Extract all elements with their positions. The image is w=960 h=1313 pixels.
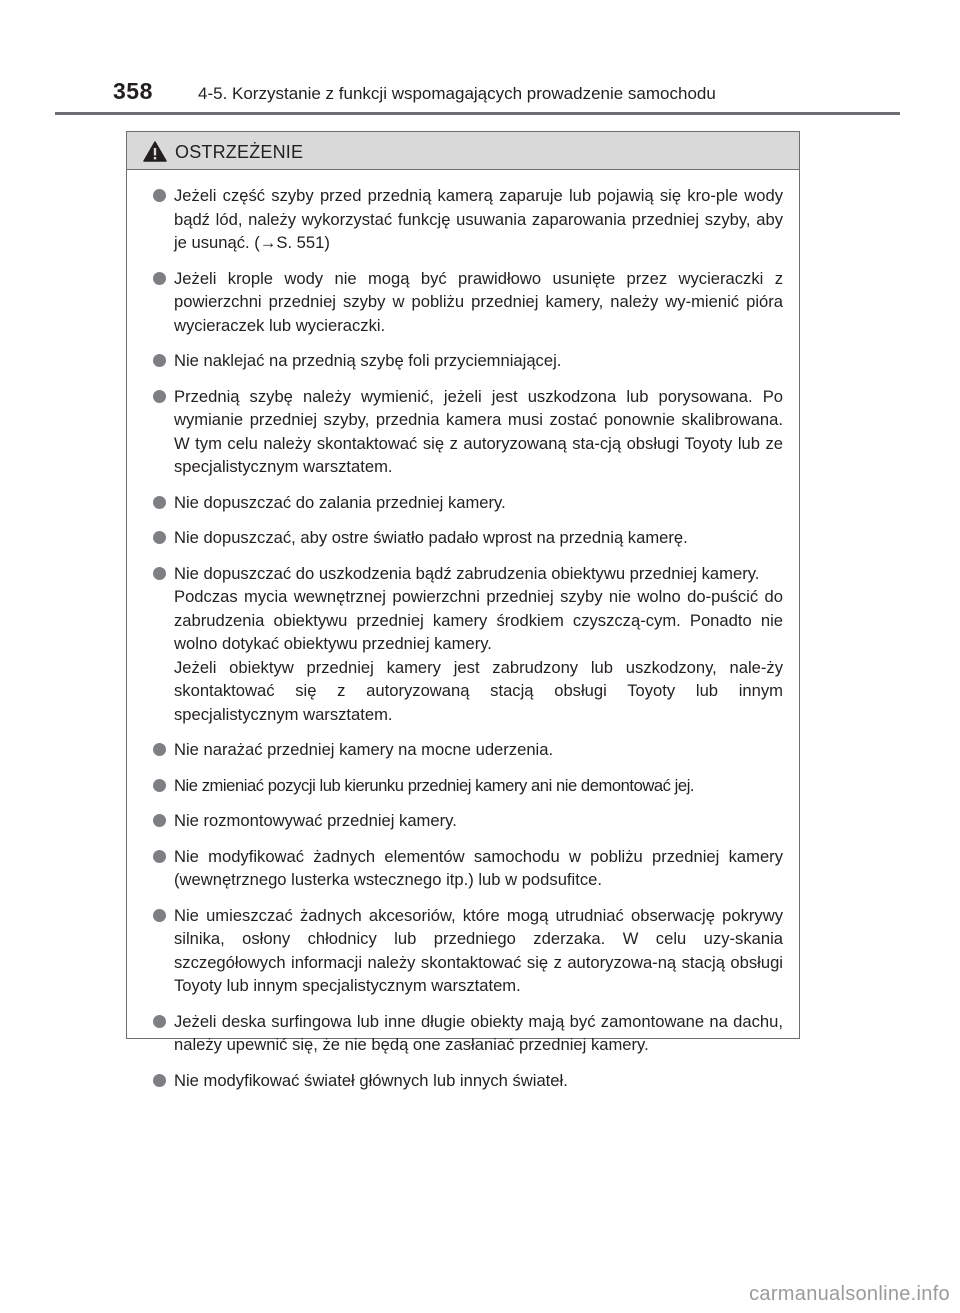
list-item-text: Nie rozmontowywać przedniej kamery. xyxy=(174,811,457,830)
list-item-text: Nie modyfikować żadnych elementów samochodu w pobliżu przedniej kamery (wewnętrznego lusterka wstecznego itp.) lub w podsufitce. xyxy=(174,846,783,889)
list-item xyxy=(153,904,783,998)
list-item xyxy=(153,267,783,338)
list-item xyxy=(153,845,783,892)
list-item xyxy=(153,349,783,373)
list-item-text: Nie zmieniać pozycji lub kierunku przedniej kamery ani nie demontować jej. xyxy=(174,775,695,795)
list-item-text: Nie narażać przedniej kamery na mocne uderzenia. xyxy=(174,740,554,759)
bullet-icon xyxy=(153,272,166,285)
list-item-text: Nie umieszczać żadnych akcesoriów, które mogą utrudniać obserwację pokrywy silnika, osłony chłodnicy lub przedniego zderzaka. W celu uzy-skania szczegółowych informacji należy skontaktować się z autoryzowa-ną stacją obsługi Toyoty lub innym specjalistycznym warsztatem. xyxy=(174,905,783,995)
list-item xyxy=(153,738,783,762)
bullet-icon xyxy=(153,1074,166,1087)
list-item xyxy=(153,1069,783,1093)
bullet-icon xyxy=(153,189,166,202)
bullet-icon xyxy=(153,743,166,756)
list-item xyxy=(153,385,783,479)
bullet-icon xyxy=(153,1015,166,1028)
bullet-icon xyxy=(153,390,166,403)
warning-header xyxy=(127,132,799,170)
bullet-icon xyxy=(153,909,166,922)
list-item-text: Nie dopuszczać, aby ostre światło padało wprost na przednią kamerę. xyxy=(174,528,688,547)
warning-triangle-icon xyxy=(143,141,167,162)
list-item xyxy=(153,774,783,798)
list-item-text: Nie dopuszczać do zalania przedniej kamery. xyxy=(174,492,506,512)
page-header xyxy=(0,0,960,120)
header-divider xyxy=(55,112,900,115)
bullet-icon xyxy=(153,814,166,827)
bullet-icon xyxy=(153,496,166,509)
list-item xyxy=(153,809,783,833)
list-item xyxy=(153,491,783,515)
site-watermark: carmanualsonline.info xyxy=(749,1283,950,1305)
list-item-text: Nie dopuszczać do uszkodzenia bądź zabrudzenia obiektywu przedniej kamery. Podczas mycia wewnętrznej powierzchni przedniej szyby nie wolno do-puścić do zabrudzenia obiektywu przedniej kamery środkiem czyszczą-cym. Ponadto nie wolno dotykać obiektywu przedniej kamery. Jeżeli obiektyw przedniej kamery jest zabrudzony lub uszkodzony, nale-ży skontaktować się z autoryzowaną stacją obsługi Toyoty lub innym specjalistycznym warsztatem. xyxy=(174,563,783,724)
list-item-text: Przednią szybę należy wymienić, jeżeli jest uszkodzona lub porysowana. Po wymianie przedniej szyby, przednia kamera musi zostać ponownie skalibrowana. W tym celu należy skontaktować się z autoryzowaną sta-cją obsługi Toyoty lub ze specjalistycznym warsztatem. xyxy=(174,386,783,476)
warning-list xyxy=(127,170,799,1092)
list-item-text: Jeżeli deska surfingowa lub inne długie obiekty mają być zamontowane na dachu, należy upewnić się, że nie będą one zasłaniać przedniej kamery. xyxy=(174,1011,783,1054)
bullet-icon xyxy=(153,531,166,544)
warning-label: OSTRZEŻENIE xyxy=(175,142,304,162)
chapter-title: 4-5. Korzystanie z funkcji wspomagających prowadzenie samochodu xyxy=(198,84,716,103)
bullet-icon xyxy=(153,354,166,367)
list-item xyxy=(153,184,783,255)
list-item xyxy=(153,562,783,727)
list-item-text: Nie naklejać na przednią szybę foli przyciemniającej. xyxy=(174,351,562,370)
list-item xyxy=(153,526,783,550)
list-item-text: Nie modyfikować świateł głównych lub innych świateł. xyxy=(174,1070,568,1090)
list-item-text: Jeżeli krople wody nie mogą być prawidłowo usunięte przez wycieraczki z powierzchni przedniej szyby w pobliżu przedniej kamery, należy wy-mienić pióra wycieraczek lub wycieraczki. xyxy=(174,268,783,335)
bullet-icon xyxy=(153,567,166,580)
list-item xyxy=(153,1010,783,1057)
list-item-text: Jeżeli część szyby przed przednią kamerą zaparuje lub pojawią się kro-ple wody bądź lód, należy wykorzystać funkcję usuwania zaparowania przedniej szyby, aby je usunąć. (→S. 551) xyxy=(174,186,783,252)
bullet-icon xyxy=(153,850,166,863)
bullet-icon xyxy=(153,779,166,792)
page-number: 358 xyxy=(113,78,153,104)
warning-box xyxy=(126,131,800,1090)
